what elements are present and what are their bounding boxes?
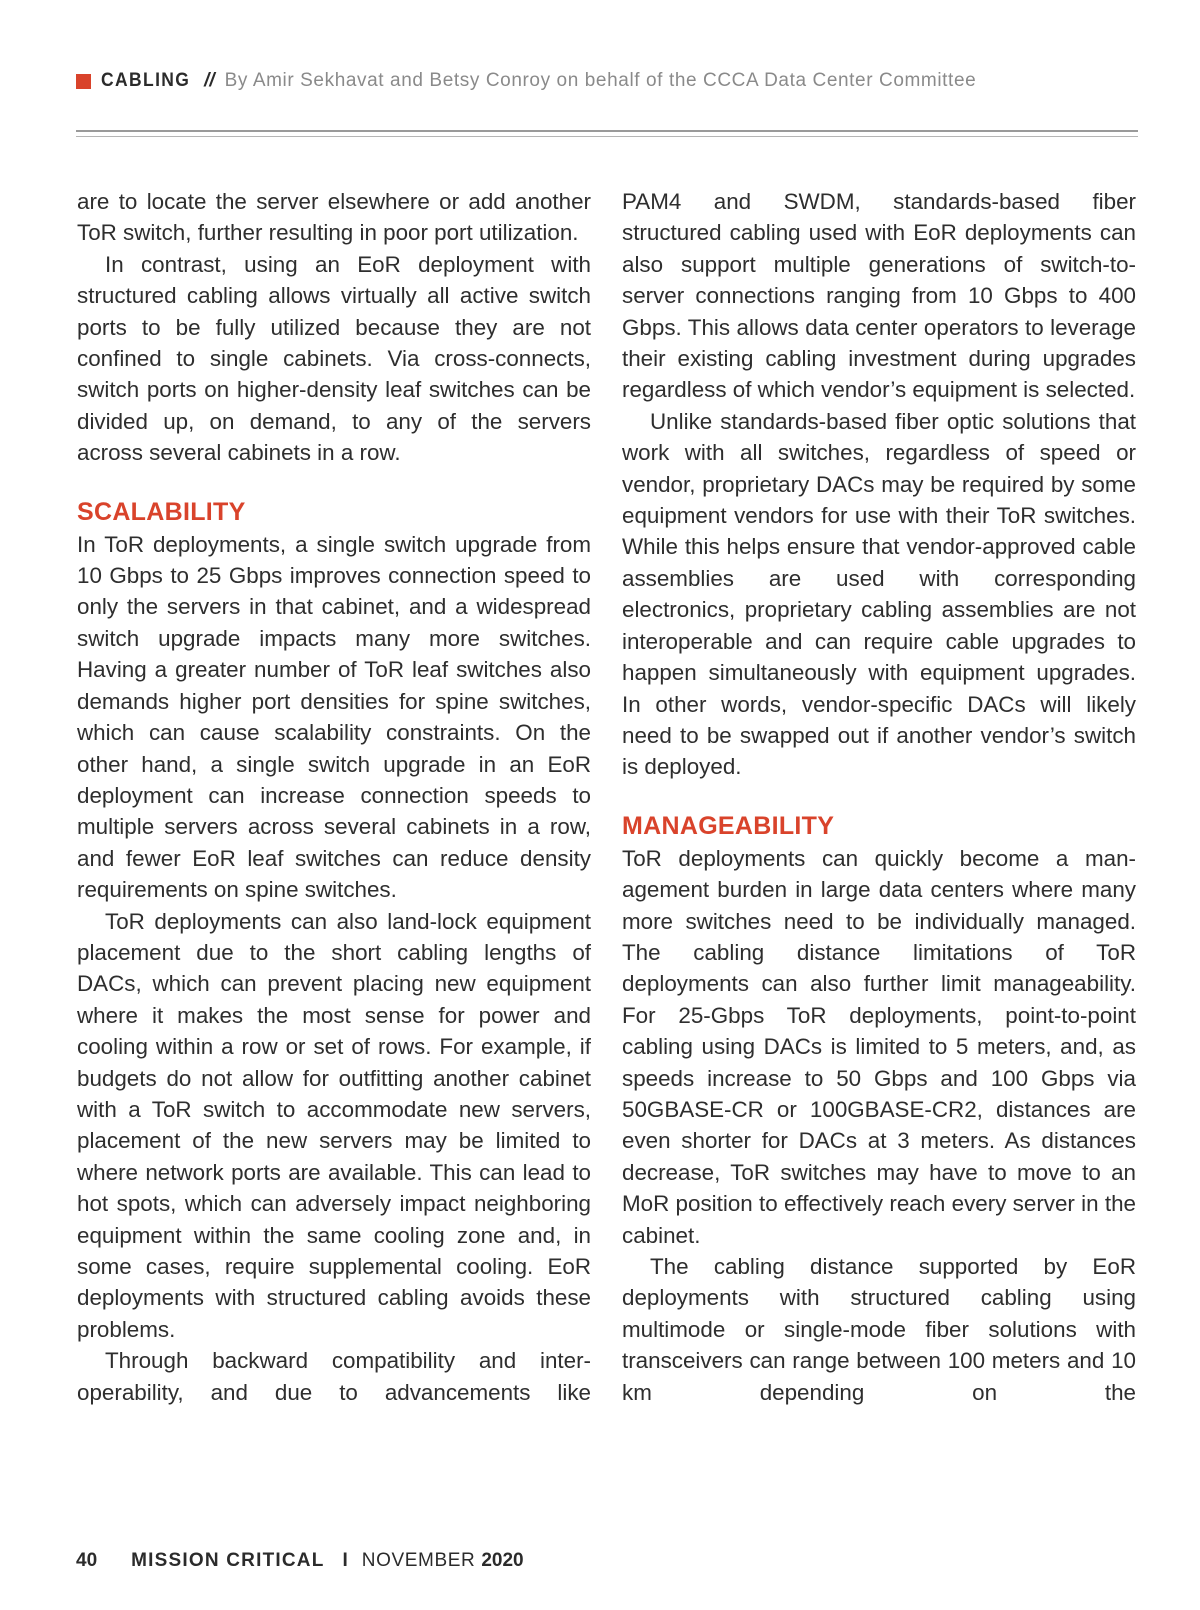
header-rule [76,130,1138,132]
author-byline: By Amir Sekhavat and Betsy Conroy on behalf of the CCCA Data Center Committee [224,70,977,91]
paragraph: ToR deployments can quickly become a management burden in large data centers where many more switches need to be individually managed. The cabling distance limitations of ToR deployments can also further limit manageability. For 25-Gbps ToR deployments, point-to-point cabling using DACs is limited to 5 meters, and, as speeds increase to 50 Gbps and 100 Gbps via 50GBASE-CR or 100GBASE-CR2, distances are even shorter for DACs at 3 meters. As distances decrease, ToR switches may have to move to an MoR position to effectively reach every server in the cabinet. [622,845,1136,1248]
paragraph: are to locate the server elsewhere or add another ToR switch, further resulting in poor port utilization. [77,189,591,246]
footer-separator: I [342,1550,348,1571]
issue-month: NOVEMBER [361,1550,476,1571]
paragraph: Unlike standards-based fiber optic solutions that work with all switches, regardless of speed or vendor, proprietary DACs may be required by some equipment vendors for use with their ToR switches. While this helps ensure that vendor-approved cable assemblies are used with corresponding electronics, proprietary cabling assemblies are not interoperable and can require cable upgrades to happen simultaneously with equipment upgrades. In other words, vendor-specific DACs will likely need to be swapped out if another vendor’s switch is deployed. [622,408,1136,780]
section-label: CABLING [101,70,191,91]
header-rule-thin [76,136,1138,137]
issue-year: 2020 [481,1550,524,1571]
paragraph: The cabling distance supported by EoR deployments with structured cabling using multimode or single-mode fiber solutions with transceivers can range between 100 meters and 10 km depending on the [622,1254,1136,1405]
paragraph: ToR deployments can also land-lock equipment placement due to the short cabling lengths of DACs, which can prevent placing new equipment where it makes the most sense for power and cooling within a row or set of rows. For example, if budgets do not allow for outfitting another cabinet with a ToR switch to accommodate new servers, placement of the new servers may be limited to where network ports are available. This can lead to hot spots, which can adversely impact neighboring equipment within the same cooling zone and, in some cases, require supplemental cooling. EoR deployments with structured cabling avoids these problems. [77,908,591,1342]
paragraph: In ToR deployments, a single switch upgrade from 10 Gbps to 25 Gbps improves connection speed to only the servers in that cabinet, and a widespread switch upgrade impacts many more switches. Having a greater number of ToR leaf switches also demands higher port densities for spine switches, which can cause scalability constraints. On the other hand, a single switch upgrade in an EoR deployment can increase connection speeds to multiple servers across several cabinets in a row, and fewer EoR leaf switches can reduce density requirements on spine switches. [77,531,591,903]
running-header [76,66,1136,96]
right-column [622,186,1136,1408]
paragraph: In contrast, using an EoR deployment with structured cabling allows virtually all active switch ports to be fully utilized because they are not confined to single cabinets. Via cross-connects, switch ports on higher-density leaf switches can be divided up, on demand, to any of the servers across several cabinets in a row. [77,251,591,466]
magazine-title: MISSION CRITICAL [131,1550,325,1571]
section-heading-manageability: MANAGEABILITY [622,811,835,840]
left-column [77,186,591,1408]
paragraph: PAM4 and SWDM, standards-based fiber structured cabling used with EoR deployments can also support multiple generations of switch-to-server connections ranging from 10 Gbps to 400 Gbps. This allows data center operators to leverage their existing cabling investment during upgrades regardless of which vendor’s equipment is selected. [622,189,1136,403]
section-marker-square [76,74,91,89]
page-footer [76,1546,524,1576]
section-heading-scalability: SCALABILITY [77,497,246,526]
paragraph: Through backward compatibility and interoperability, and due to advancements like [77,1348,591,1405]
page-number: 40 [76,1550,98,1571]
header-separator: // [204,70,215,91]
